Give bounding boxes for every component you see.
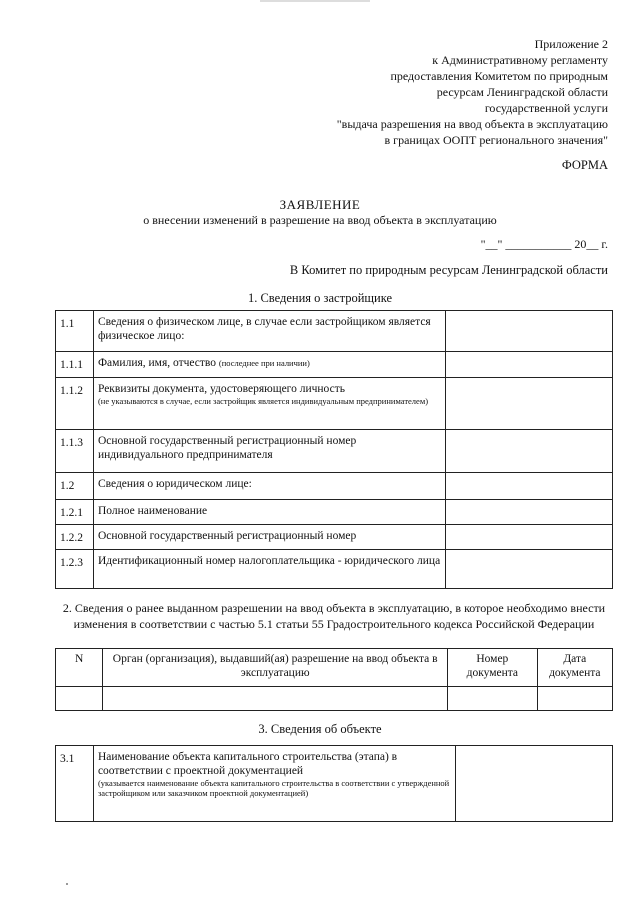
- value-cell[interactable]: [445, 473, 612, 500]
- row-note: (последнее при наличии): [218, 358, 310, 368]
- value-cell[interactable]: [445, 550, 612, 589]
- header-line: Приложение 2: [534, 37, 608, 51]
- column-header: Дата документа: [537, 649, 612, 687]
- permit-table: [55, 648, 613, 711]
- row-label: Основной государственный регистрационный номер: [93, 525, 445, 550]
- scan-artifact: [66, 883, 68, 885]
- row-number: 3.1: [56, 746, 94, 822]
- table-row: [56, 378, 613, 430]
- row-number: 1.2.3: [56, 550, 94, 589]
- header-line: "выдача разрешения на ввод объекта в эксплуатацию: [336, 117, 608, 131]
- column-header: Номер документа: [448, 649, 537, 687]
- value-cell[interactable]: [537, 687, 612, 711]
- value-cell[interactable]: [445, 430, 612, 473]
- table-row: [56, 525, 613, 550]
- table-row: [56, 500, 613, 525]
- form-label: ФОРМА: [561, 158, 608, 172]
- table-row: [56, 430, 613, 473]
- header-line: государственной услуги: [484, 101, 608, 115]
- appendix-header: [337, 36, 608, 148]
- row-number: 1.1.3: [56, 430, 94, 473]
- row-label: Фамилия, имя, отчество: [97, 357, 217, 369]
- header-line: в границах ООПТ регионального значения": [384, 133, 608, 147]
- document-subtitle: о внесении изменений в разрешение на ввод объекта в эксплуатацию: [143, 213, 497, 227]
- table-row: [56, 687, 613, 711]
- header-line: предоставления Комитетом по природным: [390, 69, 608, 83]
- value-cell[interactable]: [448, 687, 537, 711]
- row-label: Сведения о юридическом лице:: [93, 473, 445, 500]
- row-number: 1.1.1: [56, 352, 94, 378]
- header-line: ресурсам Ленинградской области: [436, 85, 608, 99]
- value-cell[interactable]: [456, 746, 613, 822]
- row-note: (указывается наименование объекта капитального строительства в соответствии с утвержденной застройщиком или заказчиком проектной документацией): [97, 778, 450, 798]
- row-number: 1.2.1: [56, 500, 94, 525]
- table-header-row: [56, 649, 613, 687]
- row-label-cell: [93, 378, 445, 430]
- value-cell[interactable]: [103, 687, 448, 711]
- row-label: Сведения о физическом лице, в случае если застройщиком является физическое лицо:: [93, 311, 445, 352]
- date-line: "__" ___________ 20__ г.: [480, 237, 608, 251]
- section2-title: 2. Сведения о ранее выданном разрешении на ввод объекта в эксплуатацию, в которое необходимо внести изменения в соответствии с частью 5.1 статьи 55 Градостроительного кодекса Российской Федерации: [62, 601, 606, 631]
- value-cell[interactable]: [56, 687, 103, 711]
- value-cell[interactable]: [445, 352, 612, 378]
- table-row: [56, 352, 613, 378]
- row-number: 1.1: [56, 311, 94, 352]
- section1-title: 1. Сведения о застройщике: [247, 291, 393, 305]
- row-label: Идентификационный номер налогоплательщика - юридического лица: [93, 550, 445, 589]
- row-label: Полное наименование: [93, 500, 445, 525]
- row-label: Наименование объекта капитального строительства (этапа) в соответствии с проектной документацией: [97, 751, 398, 777]
- value-cell[interactable]: [445, 311, 612, 352]
- value-cell[interactable]: [445, 500, 612, 525]
- table-row: [56, 550, 613, 589]
- table-row: [56, 746, 613, 822]
- developer-table: [55, 310, 613, 589]
- document-title: ЗАЯВЛЕНИЕ: [279, 197, 361, 212]
- row-label-cell: [93, 352, 445, 378]
- row-note: (не указываются в случае, если застройщик является индивидуальным предпринимателем): [97, 396, 429, 406]
- row-label: Основной государственный регистрационный номер индивидуального предпринимателя: [93, 430, 445, 473]
- header-line: к Административному регламенту: [432, 53, 608, 67]
- row-number: 1.2: [56, 473, 94, 500]
- section3-title: 3. Сведения об объекте: [258, 722, 382, 736]
- scan-artifact: [260, 0, 370, 2]
- row-number: 1.2.2: [56, 525, 94, 550]
- column-header: N: [56, 649, 103, 687]
- table-row: [56, 311, 613, 352]
- row-label-cell: [93, 746, 455, 822]
- value-cell[interactable]: [445, 378, 612, 430]
- object-table: [55, 745, 613, 822]
- row-number: 1.1.2: [56, 378, 94, 430]
- column-header: Орган (организация), выдавший(ая) разрешение на ввод объекта в эксплуатацию: [103, 649, 448, 687]
- row-label: Реквизиты документа, удостоверяющего личность: [97, 383, 345, 395]
- table-row: [56, 473, 613, 500]
- value-cell[interactable]: [445, 525, 612, 550]
- addressee: В Комитет по природным ресурсам Ленинградской области: [289, 263, 608, 277]
